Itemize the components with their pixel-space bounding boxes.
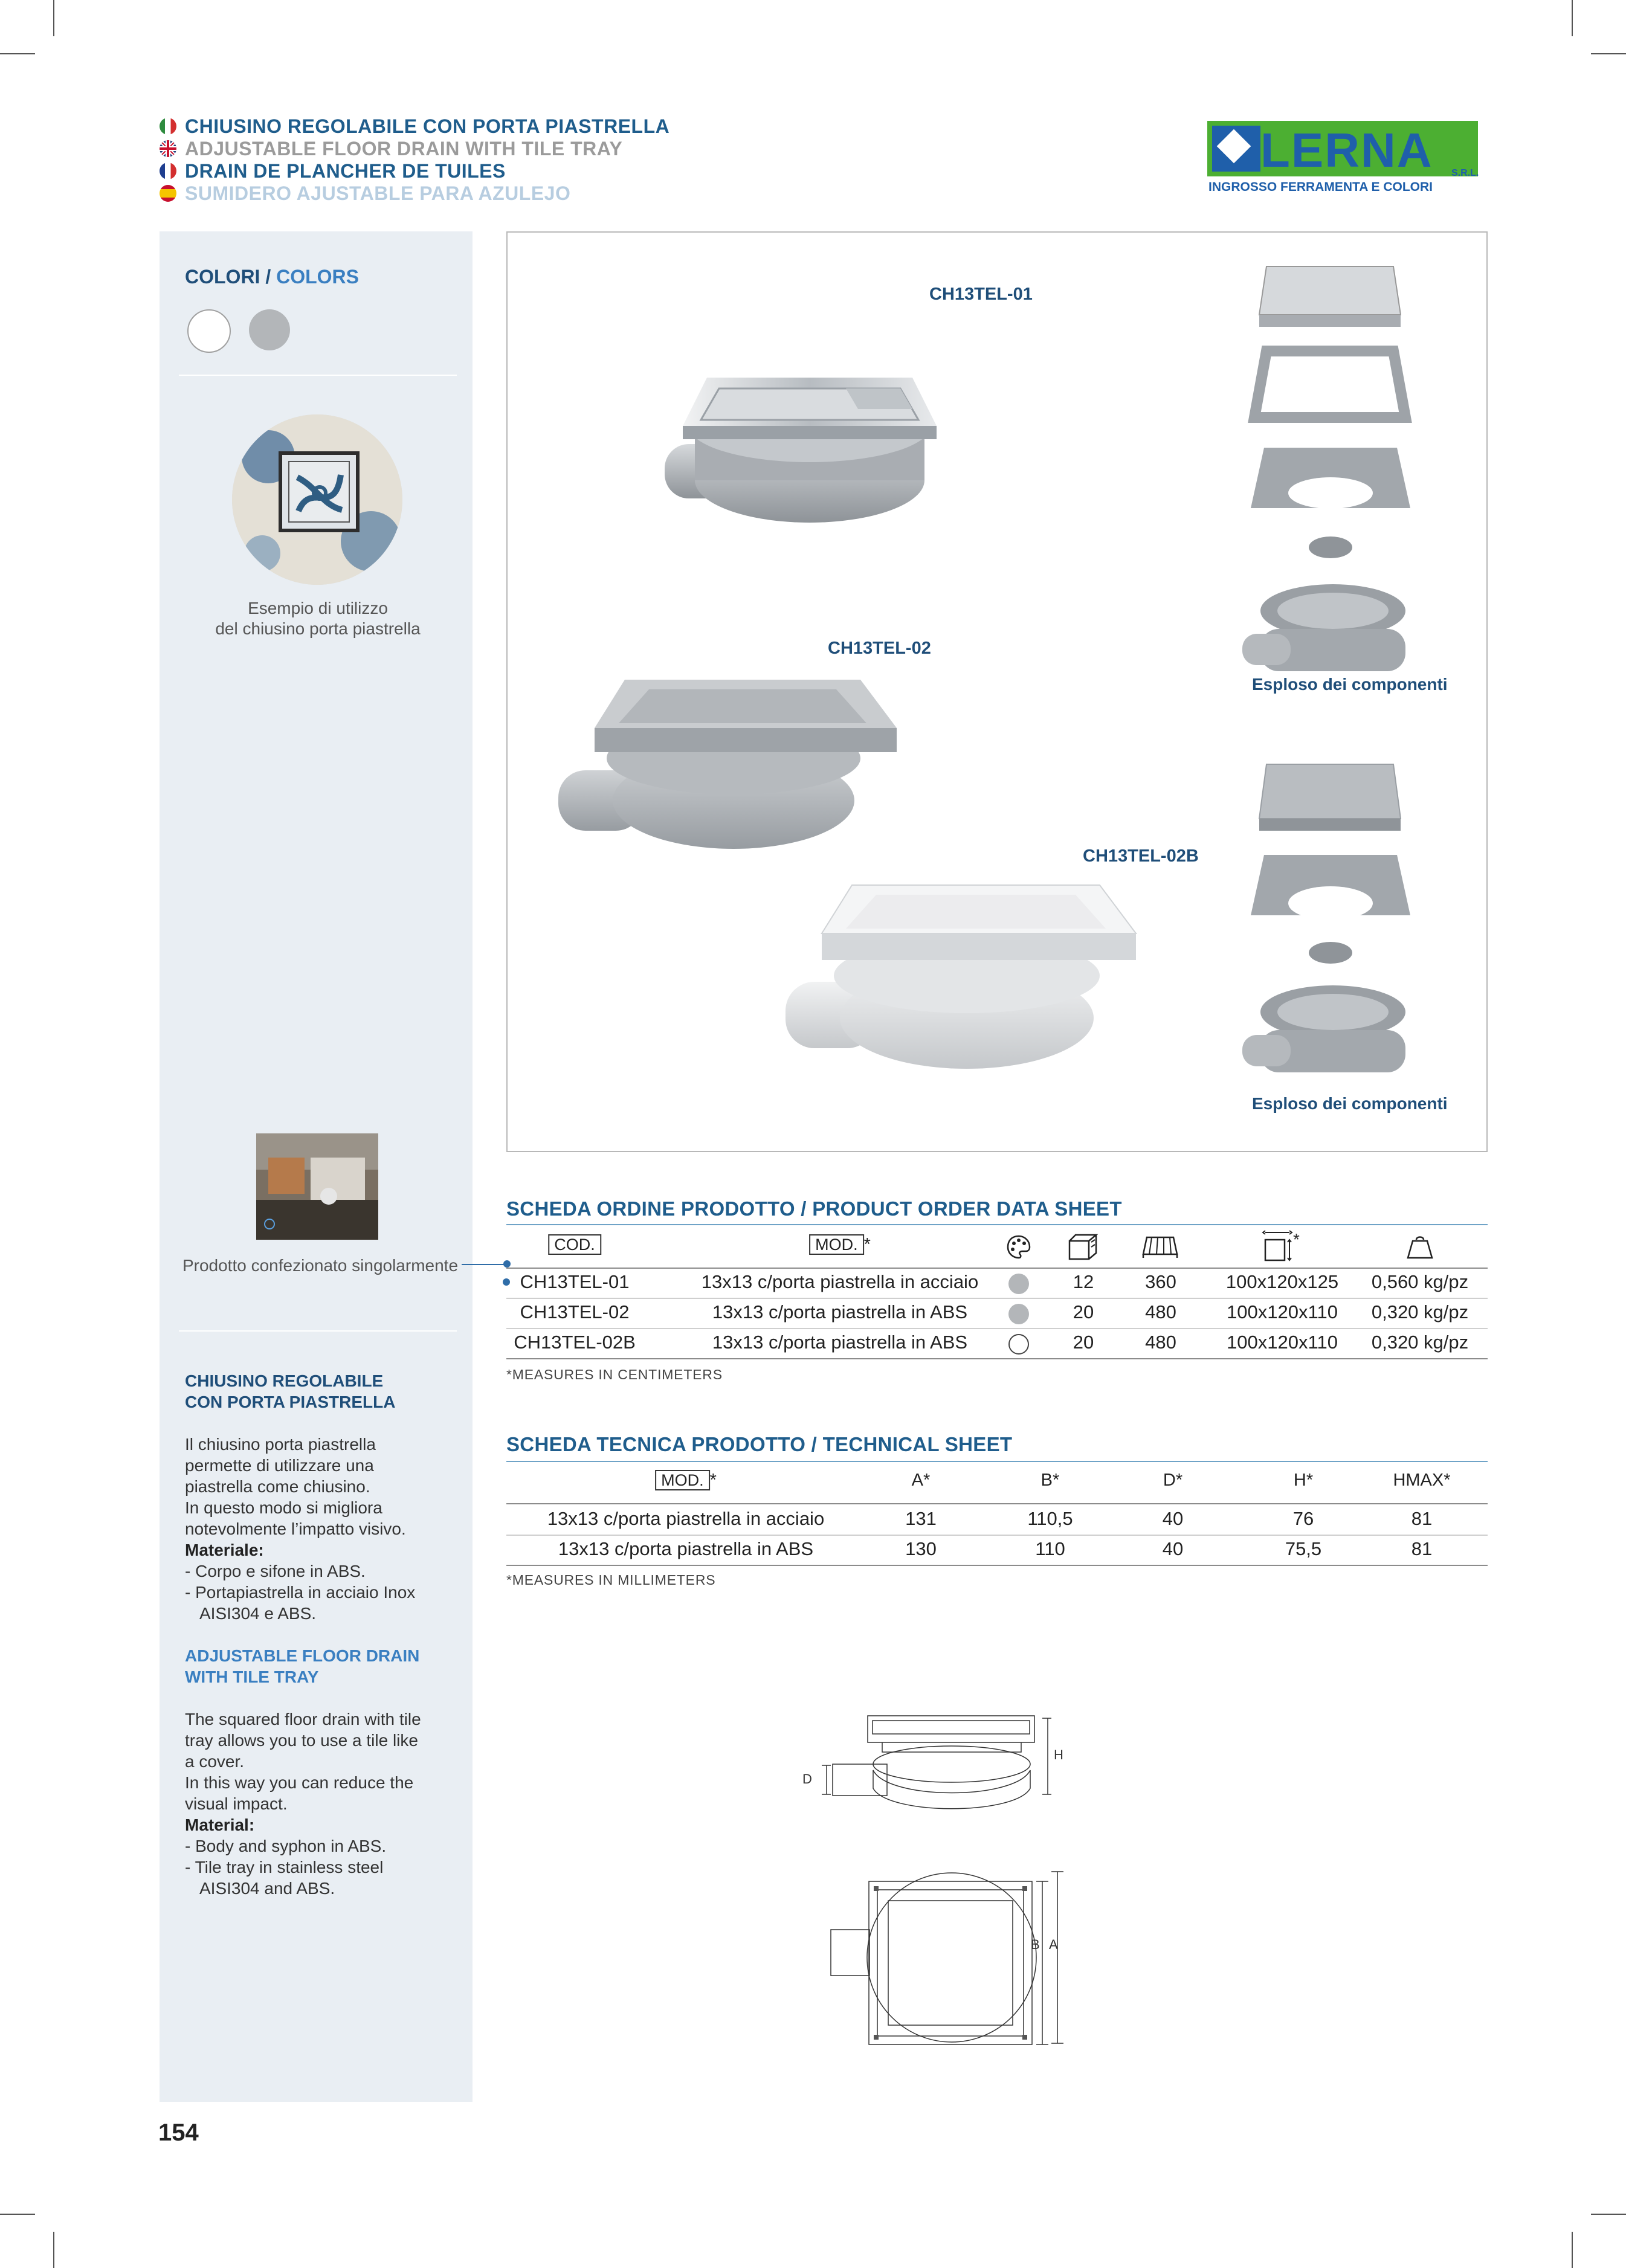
crop-mark <box>53 2232 54 2268</box>
title-french: DRAIN DE PLANCHER DE TUILES <box>160 159 506 182</box>
drawing-label-b: B <box>1031 1937 1040 1952</box>
order-header-cod: COD. <box>548 1235 601 1255</box>
drawing-label-a: A <box>1049 1937 1058 1952</box>
weight-icon <box>1405 1234 1434 1260</box>
exploded-label-1: Esploso dei componenti <box>1252 675 1448 694</box>
product-label-ch13tel-02b: CH13TEL-02B <box>1083 846 1199 866</box>
product-image-ch13tel-02 <box>558 656 933 873</box>
color-swatch-grey <box>249 309 290 350</box>
tech-bottom-rule <box>506 1565 1488 1566</box>
crop-mark <box>1572 2232 1573 2268</box>
inner-box-icon <box>1067 1232 1100 1261</box>
crop-mark <box>1591 53 1626 54</box>
order-sheet-title: SCHEDA ORDINE PRODOTTO / PRODUCT ORDER DATA SHEET <box>506 1197 1122 1220</box>
logo-name: LERNA <box>1260 123 1433 177</box>
svg-text:S.R.L.: S.R.L. <box>1451 168 1479 178</box>
pallet-icon <box>1142 1234 1178 1260</box>
uk-flag-icon <box>160 140 176 157</box>
colors-heading: COLORI / COLORS <box>185 266 359 288</box>
technical-drawing <box>798 1710 1088 2048</box>
tech-header-hmax: HMAX* <box>1393 1471 1451 1490</box>
usage-caption: Esempio di utilizzo del chiusino porta piastrella <box>215 599 421 638</box>
tech-sheet-title: SCHEDA TECNICA PRODOTTO / TECHNICAL SHEET <box>506 1433 1013 1455</box>
usage-example-image <box>232 414 402 585</box>
description-italian: CHIUSINO REGOLABILE CON PORTA PIASTRELLA Il chiusino porta piastrella permette di utilizzare una piastrella come chiusino. In questo modo si migliora notevolmente l’impatto visivo. Materiale: - Corpo e sifone in ABS. - Portapiastrella in acciaio Inox AISI304 e ABS. ADJUSTABLE FLOOR DRAIN WITH TILE TRAY The squared floor drain with tile tray allows you to use a tile like a cover. In this way you can reduce the visual impact. Material: - Body and syphon in ABS. - Tile tray in stainless steel AISI304 and ABS. <box>185 1371 421 1898</box>
product-label-ch13tel-02: CH13TEL-02 <box>828 639 931 658</box>
color-swatch-white <box>187 309 231 353</box>
page-number: 154 <box>158 2119 199 2146</box>
row-rule <box>506 1328 1488 1329</box>
color-dot <box>1008 1274 1029 1294</box>
product-image-ch13tel-01 <box>659 335 973 541</box>
crop-mark <box>53 0 54 36</box>
exploded-view-image-1 <box>1242 260 1424 695</box>
divider <box>179 1330 457 1332</box>
box-dimensions-icon: * <box>1262 1230 1303 1264</box>
tech-header-b: B* <box>1040 1471 1060 1490</box>
crop-mark <box>1572 0 1573 36</box>
title-english: ADJUSTABLE FLOOR DRAIN WITH TILE TRAY <box>160 137 622 160</box>
drawing-label-d: D <box>802 1771 812 1786</box>
tech-header-d: D* <box>1163 1471 1183 1490</box>
exploded-label-2: Esploso dei componenti <box>1252 1094 1448 1113</box>
title-spanish: SUMIDERO AJUSTABLE PARA AZULEJO <box>160 182 570 205</box>
exploded-view-image-2 <box>1242 758 1424 1097</box>
package-caption: Prodotto confezionato singolarmente <box>182 1256 459 1275</box>
drawing-label-h: H <box>1054 1747 1063 1762</box>
tech-header-h: H* <box>1293 1471 1314 1490</box>
order-bottom-rule <box>506 1358 1488 1359</box>
row-marker-dot <box>503 1278 510 1286</box>
order-sheet-rule <box>506 1224 1488 1225</box>
row-rule <box>506 1298 1488 1299</box>
divider <box>179 375 457 376</box>
order-header-mod: MOD. * <box>809 1235 871 1255</box>
tech-header-mod: MOD. * <box>655 1471 717 1490</box>
tech-header-a: A* <box>911 1471 931 1490</box>
product-image-ch13tel-02b <box>786 861 1160 1091</box>
title-italian: CHIUSINO REGOLABILE CON PORTA PIASTRELLA <box>160 115 669 138</box>
tech-note: *MEASURES IN MILLIMETERS <box>506 1572 716 1588</box>
order-header-rule <box>506 1268 1488 1269</box>
color-dot <box>1008 1304 1029 1324</box>
package-pointer-line <box>462 1264 506 1265</box>
row-rule <box>506 1535 1488 1536</box>
package-pointer-dot <box>503 1260 511 1268</box>
tech-sheet-rule <box>506 1461 1488 1462</box>
crop-mark <box>1591 2214 1626 2215</box>
crop-mark <box>0 2214 35 2215</box>
color-palette-icon <box>1005 1234 1032 1260</box>
crop-mark <box>0 53 35 54</box>
logo-tagline: INGROSSO FERRAMENTA E COLORI <box>1208 180 1433 194</box>
package-image <box>256 1133 378 1240</box>
product-image-panel <box>506 231 1488 1152</box>
tech-header-rule <box>506 1503 1488 1504</box>
company-logo <box>1207 118 1480 196</box>
italy-flag-icon <box>160 118 176 135</box>
order-note: *MEASURES IN CENTIMETERS <box>506 1367 723 1382</box>
spain-flag-icon <box>160 185 176 202</box>
color-dot <box>1008 1334 1029 1355</box>
france-flag-icon <box>160 163 176 179</box>
product-label-ch13tel-01: CH13TEL-01 <box>929 285 1033 304</box>
